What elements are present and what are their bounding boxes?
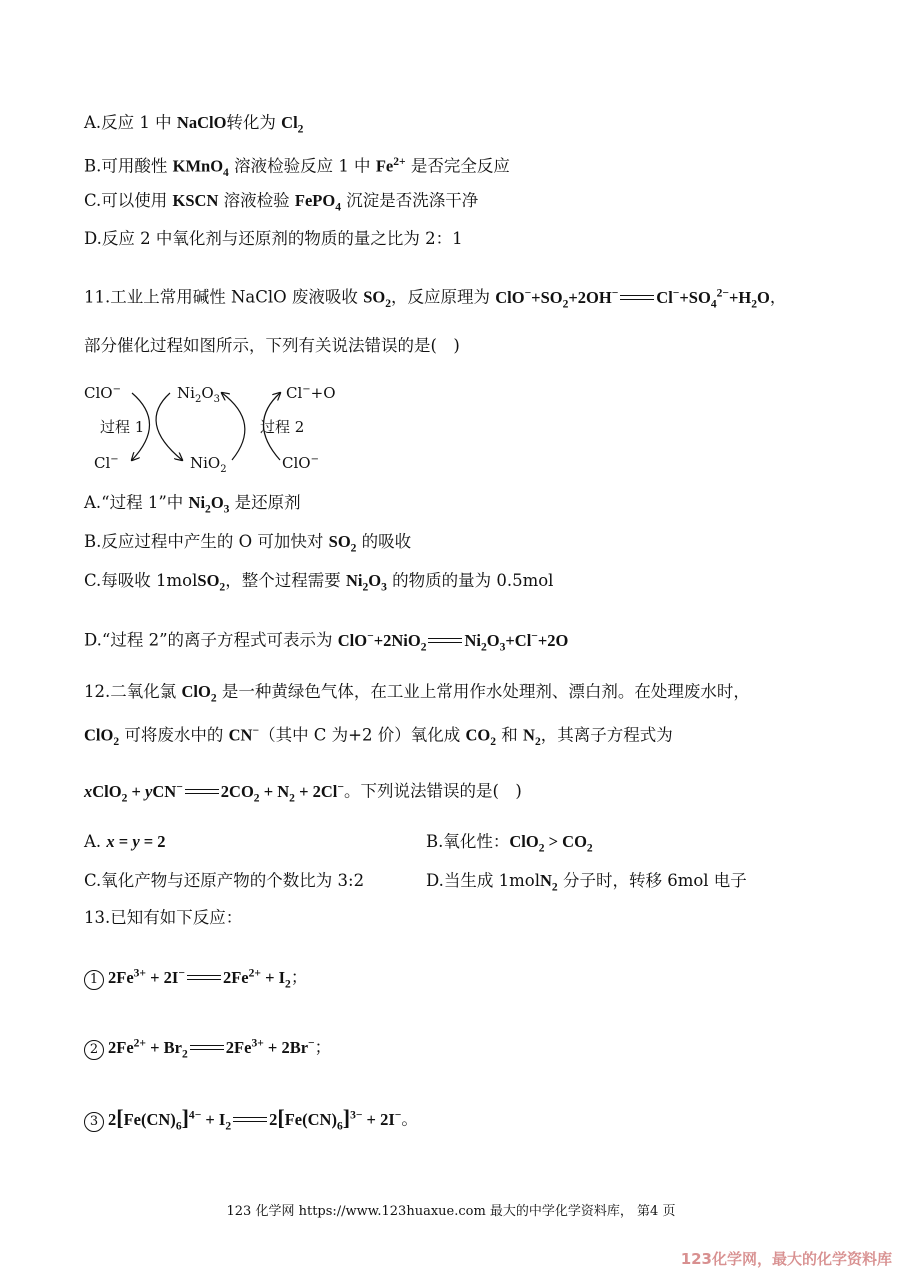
diagram-ni2o3: $Ni_2O_3$ <box>177 384 220 405</box>
q10-option-d: D.反应 2 中氧化剂与还原剂的物质的量之比为 2：1 <box>84 229 463 248</box>
equals-sign <box>620 295 654 303</box>
q12-option-b: B.氧化性：$ClO_2 > CO_2$ <box>426 832 593 855</box>
q12-option-c: C.氧化产物与还原产物的个数比为 3:2 <box>84 871 365 890</box>
q11-stem-line2: 部分催化过程如图所示，下列有关说法错误的是( ) <box>84 336 460 355</box>
q11-option-d: D.“过程 2”的离子方程式可表示为 ClO−+2NiO$_2$ $Ni_2O_3+Cl^-+2O$ <box>84 630 569 653</box>
q11-stem-line1: 11.工业上常用碱性 NaClO 废液吸收 $SO_2$，反应原理为 $ClO^-+SO_2+2OH^-$ $Cl^-+SO_4^{2-}+H_2O$， <box>84 287 787 310</box>
q13-stem: 13.已知有如下反应： <box>84 908 243 927</box>
q11-option-b: B.反应过程中产生的 O 可加快对 $SO_2$ 的吸收 <box>84 532 412 555</box>
q12-option-a: A. x = y = 2 <box>84 832 166 851</box>
q12-option-d: D.当生成 1molN$_2$ 分子时，转移 6mol 电子 <box>426 871 747 894</box>
equals-sign <box>233 1117 267 1125</box>
q11-equation: $ClO^-+SO_2+2OH^-$ $Cl^-+SO_4^{2-}+H_2O$ <box>495 287 770 310</box>
q12-stem-line1: 12.二氧化氯 ClO$_2$ 是一种黄绿色气体，在工业上常用作水处理剂、漂白剂。在处理废水时， <box>84 682 750 705</box>
arrow-process1-left <box>156 393 182 460</box>
q10-option-b: B.可用酸性 KMnO$_4$ 溶液检验反应 1 中 $Fe^{2+}$ 是否完全反应 <box>84 156 510 179</box>
q10-option-a: A.反应 1 中 NaClO转化为 $Cl_2$ <box>84 113 304 136</box>
q13-reaction-2: 2 $2Fe^{2+} + Br_2$ $2Fe^{3+} + 2Br^-$； <box>84 1032 331 1065</box>
diagram-cl-plus-o: Cl−+O <box>286 384 336 402</box>
q12-equation-line: xClO$_2$ + yCN− $2CO_2 + N_2 + 2Cl^-$。下列说法错误的是( ) <box>84 781 522 804</box>
q12-stem-line2: ClO$_2$ 可将废水中的 CN−（其中 C 为+2 价）氧化成 $CO_2$ 和 $N_2$，其离子方程式为 <box>84 725 673 748</box>
diagram-clo-top: ClO− <box>84 384 121 402</box>
page-footer: 123 化学网 https://www.123huaxue.com 最大的中学化学资料库， 第4 页 <box>226 1204 676 1219</box>
equals-sign <box>428 638 462 646</box>
arrow-process2-right <box>222 393 245 460</box>
diagram-nio2: NiO$_2$ <box>190 454 227 475</box>
equals-sign <box>187 975 221 983</box>
watermark: 123化学网，最大的化学资料库 <box>680 1250 892 1268</box>
equals-sign <box>185 789 219 797</box>
q11-option-c: C.每吸收 1molSO$_2$，整个过程需要 $Ni_2O_3$ 的物质的量为 0.5mol <box>84 571 554 594</box>
diagram-process2: 过程 2 <box>260 418 305 436</box>
q13-reaction-1: 1 $2Fe^{3+} + 2I^-$ $2Fe^{2+} + I_2$； <box>84 962 307 995</box>
q13-reaction-3: 3 $2[Fe(CN)_6]^{4-} + I_2$ $2[Fe(CN)_6]^{3-} + 2I^-$。 <box>84 1104 418 1137</box>
q11-option-a: A.“过程 1”中 $Ni_2O_3$ 是还原剂 <box>84 493 301 516</box>
diagram-clo-bottom: ClO− <box>282 454 319 472</box>
diagram-process1: 过程 1 <box>100 418 145 436</box>
diagram-cl-bottom: Cl− <box>94 454 119 472</box>
equals-sign <box>190 1045 224 1053</box>
q10-option-c: C.可以使用 KSCN 溶液检验 FePO$_4$ 沉淀是否洗涤干净 <box>84 191 479 214</box>
catalysis-diagram <box>82 378 352 478</box>
